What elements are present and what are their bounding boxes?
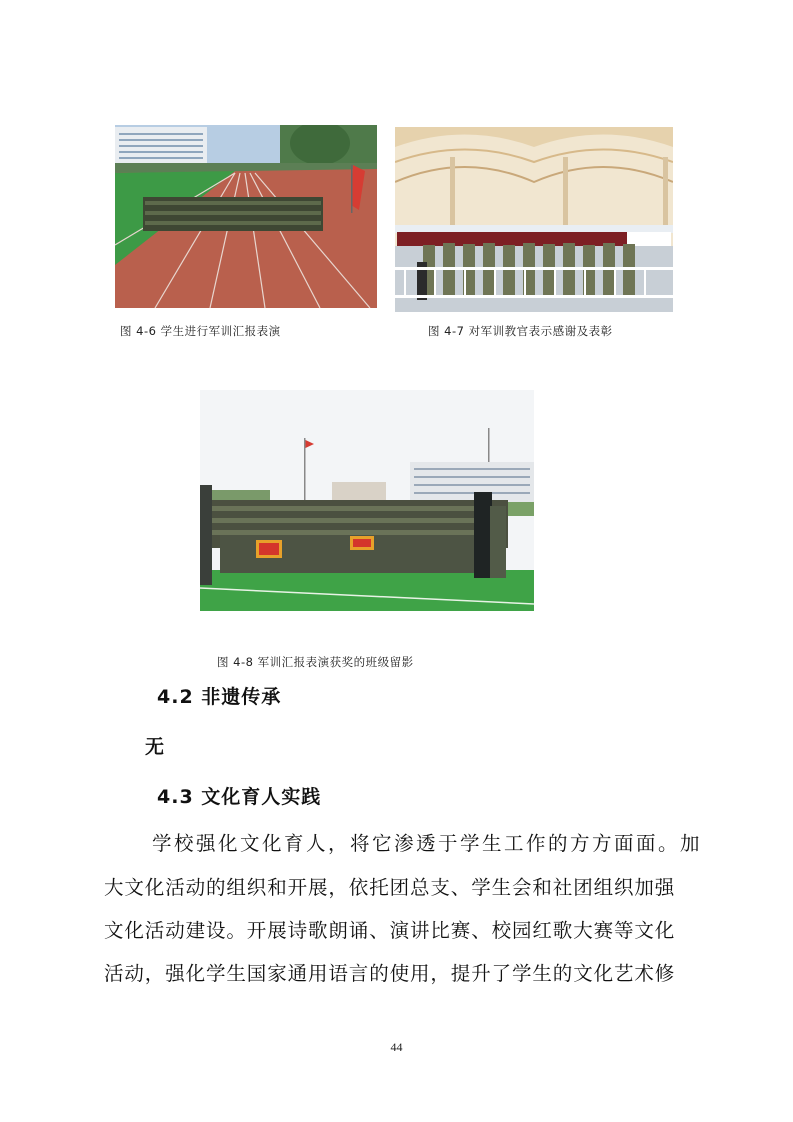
photo-instructor-recognition bbox=[395, 127, 673, 312]
paragraph-line: 文化活动建设。开展诗歌朗诵、演讲比赛、校园红歌大赛等文化 bbox=[104, 919, 676, 942]
section-heading-culture-practice: 4.3 文化育人实践 bbox=[157, 786, 322, 808]
paragraph-line: 学校强化文化育人，将它渗透于学生工作的方方面面。加 bbox=[152, 832, 703, 855]
section-content-none: 无 bbox=[145, 736, 166, 758]
photo-military-drill-performance bbox=[115, 125, 377, 308]
section-heading-heritage: 4.2 非遗传承 bbox=[157, 686, 282, 708]
figure-caption: 图 4-6 学生进行军训汇报表演 bbox=[120, 324, 281, 338]
page-number: 44 bbox=[390, 1040, 403, 1054]
figure-caption: 图 4-7 对军训教官表示感谢及表彰 bbox=[428, 324, 613, 338]
paragraph-line: 活动，强化学生国家通用语言的使用，提升了学生的文化艺术修 bbox=[104, 962, 676, 985]
paragraph-line: 大文化活动的组织和开展，依托团总支、学生会和社团组织加强 bbox=[104, 876, 676, 899]
photo-award-winning-class bbox=[200, 390, 534, 611]
figure-caption: 图 4-8 军训汇报表演获奖的班级留影 bbox=[217, 655, 414, 669]
